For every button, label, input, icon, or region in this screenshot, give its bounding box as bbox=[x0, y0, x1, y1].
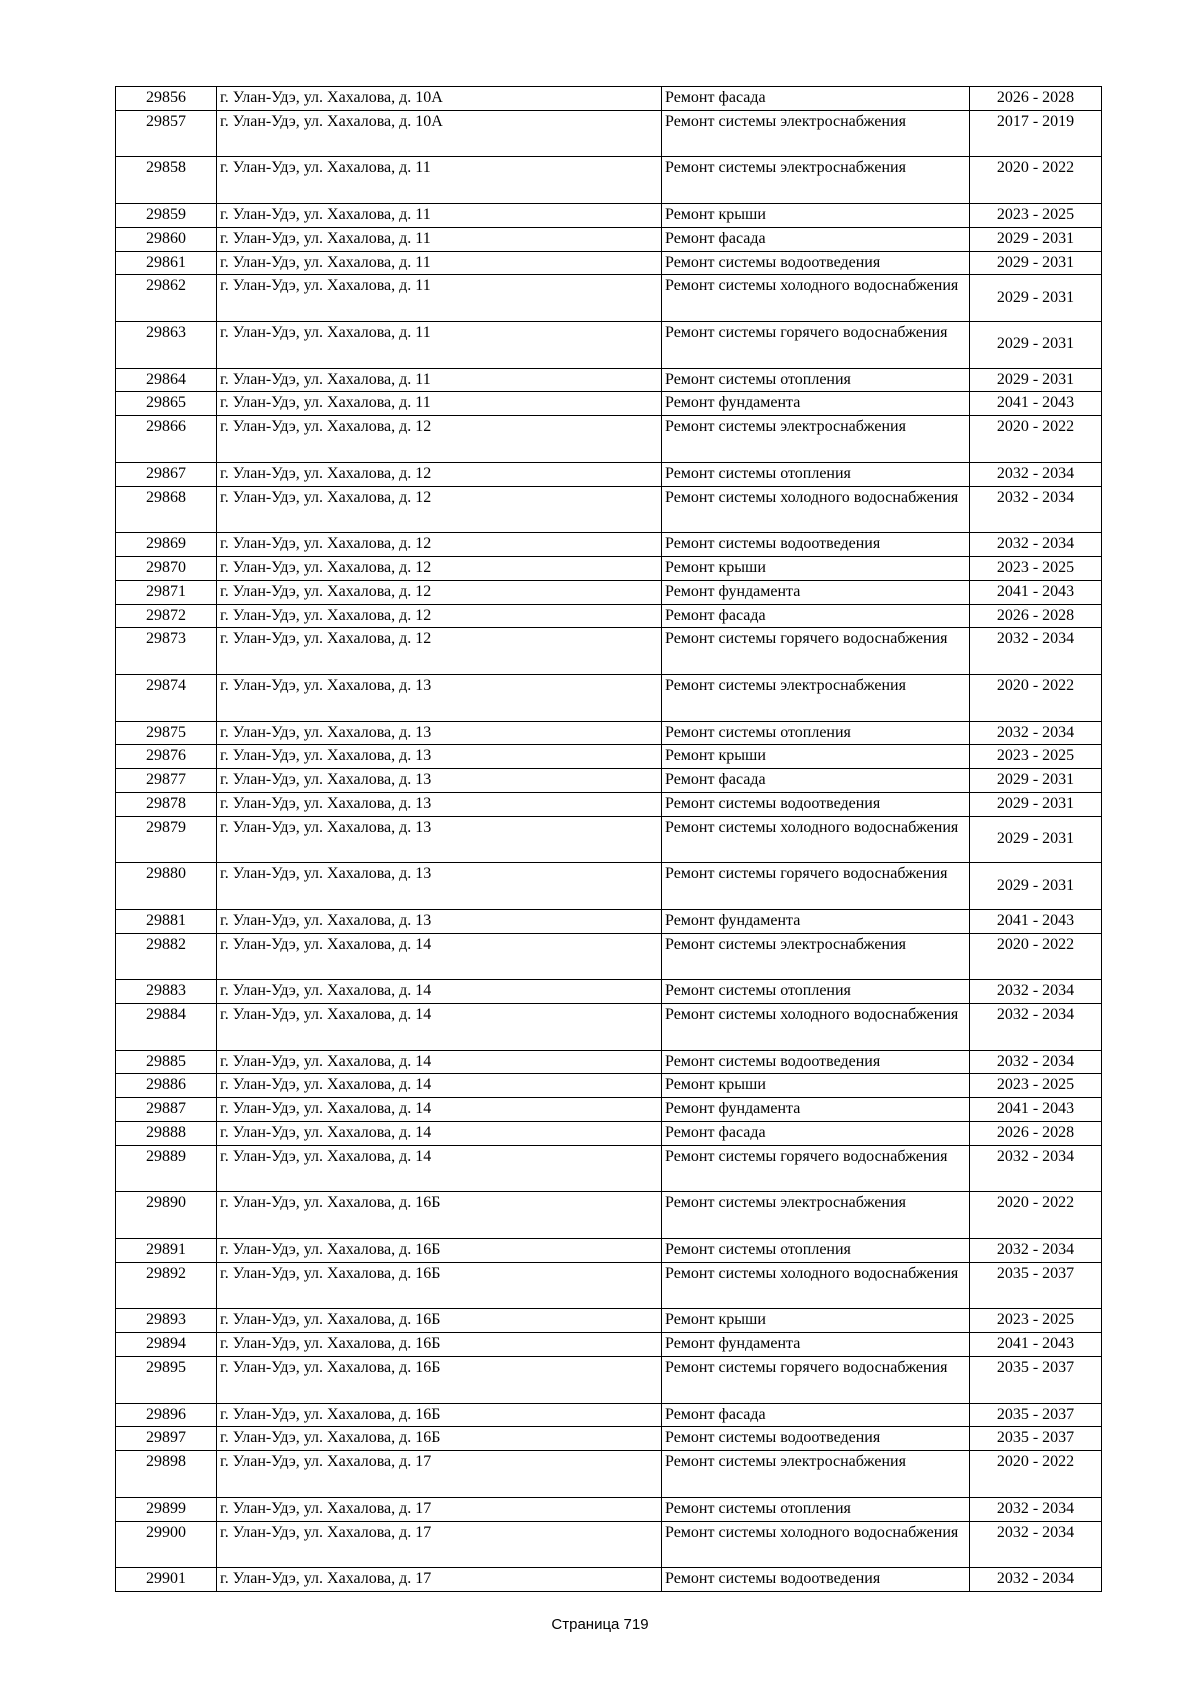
table-row bbox=[116, 533, 1102, 557]
period-cell: 2035 - 2037 bbox=[970, 1262, 1102, 1309]
row-number-cell: 29873 bbox=[116, 628, 217, 675]
address-cell: г. Улан-Удэ, ул. Хахалова, д. 10А bbox=[217, 110, 662, 157]
table-row bbox=[116, 1333, 1102, 1357]
address-cell: г. Улан-Удэ, ул. Хахалова, д. 17 bbox=[217, 1451, 662, 1498]
row-number-cell: 29877 bbox=[116, 769, 217, 793]
period-cell: 2032 - 2034 bbox=[970, 1497, 1102, 1521]
period-cell: 2041 - 2043 bbox=[970, 1333, 1102, 1357]
address-cell: г. Улан-Удэ, ул. Хахалова, д. 14 bbox=[217, 1122, 662, 1146]
row-number-cell: 29867 bbox=[116, 462, 217, 486]
address-cell: г. Улан-Удэ, ул. Хахалова, д. 12 bbox=[217, 486, 662, 533]
address-cell: г. Улан-Удэ, ул. Хахалова, д. 14 bbox=[217, 1145, 662, 1192]
period-cell: 2032 - 2034 bbox=[970, 628, 1102, 675]
table-body bbox=[116, 87, 1102, 1592]
table-row bbox=[116, 769, 1102, 793]
work-type-cell: Ремонт фундамента bbox=[662, 1098, 970, 1122]
row-number-cell: 29890 bbox=[116, 1192, 217, 1239]
period-cell: 2032 - 2034 bbox=[970, 1521, 1102, 1568]
table-row bbox=[116, 721, 1102, 745]
period-cell: 2041 - 2043 bbox=[970, 909, 1102, 933]
table-row bbox=[116, 863, 1102, 910]
period-cell: 2023 - 2025 bbox=[970, 1074, 1102, 1098]
table-row bbox=[116, 1098, 1102, 1122]
address-cell: г. Улан-Удэ, ул. Хахалова, д. 17 bbox=[217, 1568, 662, 1592]
work-type-cell: Ремонт системы отопления bbox=[662, 721, 970, 745]
work-type-cell: Ремонт фундамента bbox=[662, 580, 970, 604]
row-number-cell: 29871 bbox=[116, 580, 217, 604]
period-cell: 2020 - 2022 bbox=[970, 933, 1102, 980]
row-number-cell: 29887 bbox=[116, 1098, 217, 1122]
address-cell: г. Улан-Удэ, ул. Хахалова, д. 12 bbox=[217, 556, 662, 580]
row-number-cell: 29895 bbox=[116, 1357, 217, 1404]
period-cell: 2023 - 2025 bbox=[970, 556, 1102, 580]
row-number-cell: 29893 bbox=[116, 1309, 217, 1333]
row-number-cell: 29880 bbox=[116, 863, 217, 910]
address-cell: г. Улан-Удэ, ул. Хахалова, д. 12 bbox=[217, 604, 662, 628]
address-cell: г. Улан-Удэ, ул. Хахалова, д. 13 bbox=[217, 792, 662, 816]
period-cell: 2032 - 2034 bbox=[970, 1004, 1102, 1051]
table-row bbox=[116, 1568, 1102, 1592]
table-row bbox=[116, 580, 1102, 604]
period-cell: 2029 - 2031 bbox=[970, 251, 1102, 275]
address-cell: г. Улан-Удэ, ул. Хахалова, д. 16Б bbox=[217, 1262, 662, 1309]
table-row bbox=[116, 792, 1102, 816]
work-type-cell: Ремонт системы холодного водоснабжения bbox=[662, 486, 970, 533]
work-type-cell: Ремонт фасада bbox=[662, 227, 970, 251]
work-type-cell: Ремонт фасада bbox=[662, 1122, 970, 1146]
work-type-cell: Ремонт фасада bbox=[662, 87, 970, 111]
table-row bbox=[116, 110, 1102, 157]
address-cell: г. Улан-Удэ, ул. Хахалова, д. 13 bbox=[217, 769, 662, 793]
row-number-cell: 29883 bbox=[116, 980, 217, 1004]
work-type-cell: Ремонт системы отопления bbox=[662, 368, 970, 392]
period-cell: 2029 - 2031 bbox=[970, 368, 1102, 392]
address-cell: г. Улан-Удэ, ул. Хахалова, д. 16Б bbox=[217, 1427, 662, 1451]
work-type-cell: Ремонт системы водоотведения bbox=[662, 251, 970, 275]
work-type-cell: Ремонт фундамента bbox=[662, 1333, 970, 1357]
row-number-cell: 29899 bbox=[116, 1497, 217, 1521]
work-type-cell: Ремонт системы отопления bbox=[662, 1239, 970, 1263]
address-cell: г. Улан-Удэ, ул. Хахалова, д. 13 bbox=[217, 721, 662, 745]
row-number-cell: 29861 bbox=[116, 251, 217, 275]
work-type-cell: Ремонт системы холодного водоснабжения bbox=[662, 1004, 970, 1051]
work-type-cell: Ремонт фундамента bbox=[662, 392, 970, 416]
address-cell: г. Улан-Удэ, ул. Хахалова, д. 14 bbox=[217, 933, 662, 980]
period-cell: 2029 - 2031 bbox=[970, 792, 1102, 816]
table-row bbox=[116, 392, 1102, 416]
address-cell: г. Улан-Удэ, ул. Хахалова, д. 11 bbox=[217, 392, 662, 416]
address-cell: г. Улан-Удэ, ул. Хахалова, д. 11 bbox=[217, 321, 662, 368]
work-type-cell: Ремонт системы водоотведения bbox=[662, 533, 970, 557]
row-number-cell: 29901 bbox=[116, 1568, 217, 1592]
period-cell: 2032 - 2034 bbox=[970, 1050, 1102, 1074]
row-number-cell: 29858 bbox=[116, 157, 217, 204]
table-row bbox=[116, 157, 1102, 204]
work-type-cell: Ремонт системы водоотведения bbox=[662, 792, 970, 816]
row-number-cell: 29864 bbox=[116, 368, 217, 392]
row-number-cell: 29900 bbox=[116, 1521, 217, 1568]
row-number-cell: 29860 bbox=[116, 227, 217, 251]
period-cell: 2035 - 2037 bbox=[970, 1403, 1102, 1427]
address-cell: г. Улан-Удэ, ул. Хахалова, д. 16Б bbox=[217, 1333, 662, 1357]
work-type-cell: Ремонт системы водоотведения bbox=[662, 1050, 970, 1074]
work-type-cell: Ремонт системы электроснабжения bbox=[662, 416, 970, 463]
table-row bbox=[116, 1004, 1102, 1051]
address-cell: г. Улан-Удэ, ул. Хахалова, д. 11 bbox=[217, 251, 662, 275]
table-row bbox=[116, 87, 1102, 111]
row-number-cell: 29894 bbox=[116, 1333, 217, 1357]
address-cell: г. Улан-Удэ, ул. Хахалова, д. 11 bbox=[217, 275, 662, 322]
period-cell: 2020 - 2022 bbox=[970, 1451, 1102, 1498]
address-cell: г. Улан-Удэ, ул. Хахалова, д. 17 bbox=[217, 1521, 662, 1568]
table-row bbox=[116, 1145, 1102, 1192]
address-cell: г. Улан-Удэ, ул. Хахалова, д. 13 bbox=[217, 816, 662, 863]
row-number-cell: 29859 bbox=[116, 203, 217, 227]
address-cell: г. Улан-Удэ, ул. Хахалова, д. 10А bbox=[217, 87, 662, 111]
row-number-cell: 29885 bbox=[116, 1050, 217, 1074]
work-type-cell: Ремонт крыши bbox=[662, 556, 970, 580]
address-cell: г. Улан-Удэ, ул. Хахалова, д. 16Б bbox=[217, 1357, 662, 1404]
work-type-cell: Ремонт системы холодного водоснабжения bbox=[662, 816, 970, 863]
period-cell: 2026 - 2028 bbox=[970, 1122, 1102, 1146]
work-type-cell: Ремонт системы отопления bbox=[662, 980, 970, 1004]
row-number-cell: 29882 bbox=[116, 933, 217, 980]
work-type-cell: Ремонт системы холодного водоснабжения bbox=[662, 1521, 970, 1568]
address-cell: г. Улан-Удэ, ул. Хахалова, д. 12 bbox=[217, 533, 662, 557]
work-type-cell: Ремонт системы водоотведения bbox=[662, 1568, 970, 1592]
row-number-cell: 29857 bbox=[116, 110, 217, 157]
period-cell: 2029 - 2031 bbox=[970, 769, 1102, 793]
work-type-cell: Ремонт системы электроснабжения bbox=[662, 157, 970, 204]
row-number-cell: 29898 bbox=[116, 1451, 217, 1498]
table-row bbox=[116, 1122, 1102, 1146]
row-number-cell: 29863 bbox=[116, 321, 217, 368]
work-type-cell: Ремонт системы электроснабжения bbox=[662, 933, 970, 980]
table-row bbox=[116, 416, 1102, 463]
work-type-cell: Ремонт системы холодного водоснабжения bbox=[662, 1262, 970, 1309]
table-row bbox=[116, 462, 1102, 486]
table-row bbox=[116, 604, 1102, 628]
table-row bbox=[116, 1357, 1102, 1404]
period-cell: 2029 - 2031 bbox=[970, 863, 1102, 910]
period-cell: 2020 - 2022 bbox=[970, 416, 1102, 463]
row-number-cell: 29888 bbox=[116, 1122, 217, 1146]
table-row bbox=[116, 1309, 1102, 1333]
address-cell: г. Улан-Удэ, ул. Хахалова, д. 14 bbox=[217, 1098, 662, 1122]
address-cell: г. Улан-Удэ, ул. Хахалова, д. 13 bbox=[217, 674, 662, 721]
address-cell: г. Улан-Удэ, ул. Хахалова, д. 11 bbox=[217, 157, 662, 204]
table-row bbox=[116, 1074, 1102, 1098]
work-type-cell: Ремонт системы водоотведения bbox=[662, 1427, 970, 1451]
address-cell: г. Улан-Удэ, ул. Хахалова, д. 16Б bbox=[217, 1309, 662, 1333]
period-cell: 2026 - 2028 bbox=[970, 604, 1102, 628]
address-cell: г. Улан-Удэ, ул. Хахалова, д. 14 bbox=[217, 980, 662, 1004]
work-type-cell: Ремонт крыши bbox=[662, 745, 970, 769]
work-type-cell: Ремонт системы горячего водоснабжения bbox=[662, 321, 970, 368]
address-cell: г. Улан-Удэ, ул. Хахалова, д. 11 bbox=[217, 203, 662, 227]
period-cell: 2029 - 2031 bbox=[970, 227, 1102, 251]
table-row bbox=[116, 1427, 1102, 1451]
row-number-cell: 29865 bbox=[116, 392, 217, 416]
work-type-cell: Ремонт системы электроснабжения bbox=[662, 1451, 970, 1498]
address-cell: г. Улан-Удэ, ул. Хахалова, д. 13 bbox=[217, 745, 662, 769]
row-number-cell: 29889 bbox=[116, 1145, 217, 1192]
work-type-cell: Ремонт крыши bbox=[662, 1074, 970, 1098]
period-cell: 2041 - 2043 bbox=[970, 1098, 1102, 1122]
table-row bbox=[116, 980, 1102, 1004]
period-cell: 2041 - 2043 bbox=[970, 392, 1102, 416]
table-row bbox=[116, 1403, 1102, 1427]
table-row bbox=[116, 745, 1102, 769]
table-row bbox=[116, 1451, 1102, 1498]
period-cell: 2041 - 2043 bbox=[970, 580, 1102, 604]
row-number-cell: 29869 bbox=[116, 533, 217, 557]
address-cell: г. Улан-Удэ, ул. Хахалова, д. 12 bbox=[217, 462, 662, 486]
row-number-cell: 29868 bbox=[116, 486, 217, 533]
table-row bbox=[116, 628, 1102, 675]
table-row bbox=[116, 1192, 1102, 1239]
period-cell: 2023 - 2025 bbox=[970, 1309, 1102, 1333]
work-type-cell: Ремонт системы горячего водоснабжения bbox=[662, 863, 970, 910]
address-cell: г. Улан-Удэ, ул. Хахалова, д. 17 bbox=[217, 1497, 662, 1521]
period-cell: 2017 - 2019 bbox=[970, 110, 1102, 157]
work-type-cell: Ремонт системы отопления bbox=[662, 462, 970, 486]
work-type-cell: Ремонт фасада bbox=[662, 769, 970, 793]
row-number-cell: 29879 bbox=[116, 816, 217, 863]
period-cell: 2020 - 2022 bbox=[970, 157, 1102, 204]
row-number-cell: 29876 bbox=[116, 745, 217, 769]
address-cell: г. Улан-Удэ, ул. Хахалова, д. 13 bbox=[217, 909, 662, 933]
work-type-cell: Ремонт крыши bbox=[662, 203, 970, 227]
row-number-cell: 29870 bbox=[116, 556, 217, 580]
period-cell: 2029 - 2031 bbox=[970, 321, 1102, 368]
table-row bbox=[116, 251, 1102, 275]
address-cell: г. Улан-Удэ, ул. Хахалова, д. 14 bbox=[217, 1074, 662, 1098]
work-type-cell: Ремонт системы холодного водоснабжения bbox=[662, 275, 970, 322]
work-type-cell: Ремонт фасада bbox=[662, 1403, 970, 1427]
period-cell: 2032 - 2034 bbox=[970, 1239, 1102, 1263]
table-row bbox=[116, 368, 1102, 392]
table-row bbox=[116, 275, 1102, 322]
row-number-cell: 29891 bbox=[116, 1239, 217, 1263]
work-type-cell: Ремонт системы электроснабжения bbox=[662, 1192, 970, 1239]
work-type-cell: Ремонт системы горячего водоснабжения bbox=[662, 1357, 970, 1404]
work-type-cell: Ремонт системы отопления bbox=[662, 1497, 970, 1521]
table-row bbox=[116, 556, 1102, 580]
address-cell: г. Улан-Удэ, ул. Хахалова, д. 16Б bbox=[217, 1403, 662, 1427]
row-number-cell: 29866 bbox=[116, 416, 217, 463]
address-cell: г. Улан-Удэ, ул. Хахалова, д. 12 bbox=[217, 580, 662, 604]
page-number: Страница 719 bbox=[551, 1616, 649, 1633]
work-type-cell: Ремонт системы электроснабжения bbox=[662, 110, 970, 157]
table-row bbox=[116, 933, 1102, 980]
table-row bbox=[116, 1239, 1102, 1263]
table-row bbox=[116, 1497, 1102, 1521]
period-cell: 2035 - 2037 bbox=[970, 1357, 1102, 1404]
period-cell: 2026 - 2028 bbox=[970, 87, 1102, 111]
row-number-cell: 29897 bbox=[116, 1427, 217, 1451]
work-type-cell: Ремонт фасада bbox=[662, 604, 970, 628]
row-number-cell: 29884 bbox=[116, 1004, 217, 1051]
period-cell: 2023 - 2025 bbox=[970, 745, 1102, 769]
repair-schedule-table bbox=[115, 86, 1102, 1592]
table-row bbox=[116, 1050, 1102, 1074]
row-number-cell: 29896 bbox=[116, 1403, 217, 1427]
period-cell: 2032 - 2034 bbox=[970, 533, 1102, 557]
table-row bbox=[116, 909, 1102, 933]
period-cell: 2032 - 2034 bbox=[970, 462, 1102, 486]
row-number-cell: 29872 bbox=[116, 604, 217, 628]
table-row bbox=[116, 1521, 1102, 1568]
address-cell: г. Улан-Удэ, ул. Хахалова, д. 11 bbox=[217, 227, 662, 251]
table-row bbox=[116, 203, 1102, 227]
period-cell: 2023 - 2025 bbox=[970, 203, 1102, 227]
period-cell: 2032 - 2034 bbox=[970, 1145, 1102, 1192]
period-cell: 2032 - 2034 bbox=[970, 980, 1102, 1004]
row-number-cell: 29886 bbox=[116, 1074, 217, 1098]
period-cell: 2020 - 2022 bbox=[970, 674, 1102, 721]
table-row bbox=[116, 816, 1102, 863]
address-cell: г. Улан-Удэ, ул. Хахалова, д. 14 bbox=[217, 1004, 662, 1051]
address-cell: г. Улан-Удэ, ул. Хахалова, д. 14 bbox=[217, 1050, 662, 1074]
address-cell: г. Улан-Удэ, ул. Хахалова, д. 12 bbox=[217, 628, 662, 675]
row-number-cell: 29878 bbox=[116, 792, 217, 816]
row-number-cell: 29892 bbox=[116, 1262, 217, 1309]
address-cell: г. Улан-Удэ, ул. Хахалова, д. 11 bbox=[217, 368, 662, 392]
work-type-cell: Ремонт системы горячего водоснабжения bbox=[662, 1145, 970, 1192]
row-number-cell: 29874 bbox=[116, 674, 217, 721]
work-type-cell: Ремонт фундамента bbox=[662, 909, 970, 933]
row-number-cell: 29875 bbox=[116, 721, 217, 745]
row-number-cell: 29881 bbox=[116, 909, 217, 933]
work-type-cell: Ремонт системы горячего водоснабжения bbox=[662, 628, 970, 675]
address-cell: г. Улан-Удэ, ул. Хахалова, д. 16Б bbox=[217, 1192, 662, 1239]
period-cell: 2035 - 2037 bbox=[970, 1427, 1102, 1451]
table-row bbox=[116, 486, 1102, 533]
period-cell: 2020 - 2022 bbox=[970, 1192, 1102, 1239]
period-cell: 2029 - 2031 bbox=[970, 816, 1102, 863]
period-cell: 2032 - 2034 bbox=[970, 721, 1102, 745]
work-type-cell: Ремонт системы электроснабжения bbox=[662, 674, 970, 721]
address-cell: г. Улан-Удэ, ул. Хахалова, д. 12 bbox=[217, 416, 662, 463]
address-cell: г. Улан-Удэ, ул. Хахалова, д. 13 bbox=[217, 863, 662, 910]
table-row bbox=[116, 321, 1102, 368]
table-row bbox=[116, 227, 1102, 251]
work-type-cell: Ремонт крыши bbox=[662, 1309, 970, 1333]
table-row bbox=[116, 1262, 1102, 1309]
table-row bbox=[116, 674, 1102, 721]
row-number-cell: 29862 bbox=[116, 275, 217, 322]
address-cell: г. Улан-Удэ, ул. Хахалова, д. 16Б bbox=[217, 1239, 662, 1263]
period-cell: 2032 - 2034 bbox=[970, 486, 1102, 533]
row-number-cell: 29856 bbox=[116, 87, 217, 111]
period-cell: 2032 - 2034 bbox=[970, 1568, 1102, 1592]
period-cell: 2029 - 2031 bbox=[970, 275, 1102, 322]
